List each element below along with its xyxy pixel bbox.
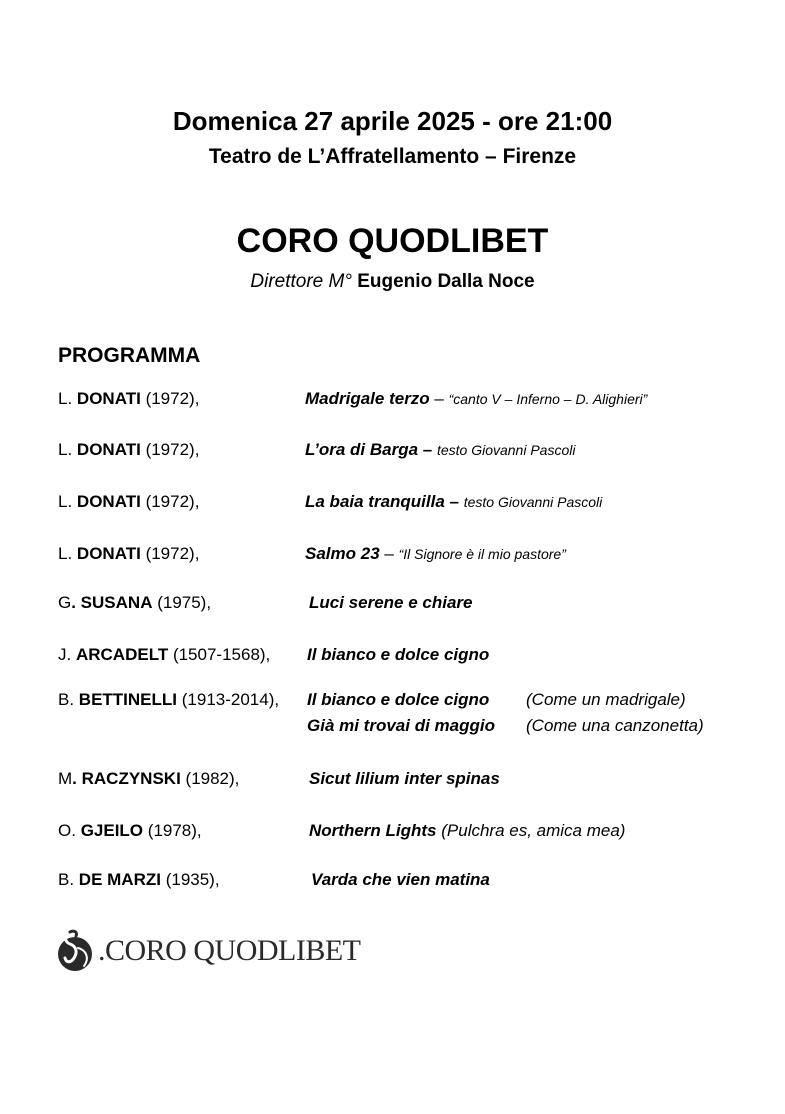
work xyxy=(309,821,625,841)
work xyxy=(305,492,602,512)
work-note: (Come una canzonetta) xyxy=(526,716,704,735)
work-note: testo Giovanni Pascoli xyxy=(463,494,603,510)
composer-initial: G xyxy=(58,593,72,612)
composer-surname: DONATI xyxy=(76,389,141,408)
swan-logo-icon xyxy=(56,928,96,974)
composer-dates: (1978), xyxy=(147,821,202,840)
composer-surname: DONATI xyxy=(76,544,141,563)
composer-surname: ARCADELT xyxy=(75,645,169,664)
composer-dates: (1972), xyxy=(145,544,200,563)
composer-dates: (1935), xyxy=(165,870,220,889)
work-title: La baia tranquilla – xyxy=(305,492,459,511)
composer-initial: L. xyxy=(58,389,73,408)
director-role: Direttore M° xyxy=(250,271,352,292)
work-title: Il bianco e dolce cigno xyxy=(307,645,490,664)
composer xyxy=(58,690,279,710)
logo-text-prefix: .CORO xyxy=(98,934,187,967)
composer-surname: DONATI xyxy=(76,492,141,511)
composer-initial: L. xyxy=(58,440,73,459)
composer xyxy=(58,544,199,564)
composer xyxy=(58,593,211,613)
composer xyxy=(58,389,199,409)
work-title: Luci serene e chiare xyxy=(309,593,473,612)
composer-dates: (1982), xyxy=(185,769,240,788)
composer xyxy=(58,440,199,460)
concert-date: Domenica 27 aprile 2025 - ore 21:00 xyxy=(172,106,613,136)
work-title: Salmo 23 xyxy=(305,544,380,563)
work-note: “canto V – Inferno – D. Alighieri” xyxy=(448,391,648,407)
work-note: (Come un madrigale) xyxy=(526,690,686,709)
work xyxy=(305,389,647,409)
composer-initial: M xyxy=(58,769,73,788)
composer xyxy=(58,870,220,890)
logo-text xyxy=(98,934,361,968)
composer xyxy=(58,821,202,841)
composer-surname: . RACZYNSKI xyxy=(72,769,181,788)
work-note: “Il Signore è il mio pastore” xyxy=(398,546,566,562)
work-title: Madrigale terzo xyxy=(305,389,430,408)
work xyxy=(305,544,566,564)
composer-dates: (1975), xyxy=(157,593,212,612)
composer-initial: B. xyxy=(58,870,75,889)
director-line xyxy=(0,271,785,293)
composer-dates: (1972), xyxy=(145,492,200,511)
composer-initial: O. xyxy=(58,821,76,840)
composer-surname: . SUSANA xyxy=(71,593,153,612)
program-heading: PROGRAMMA xyxy=(58,344,201,367)
composer-surname: GJEILO xyxy=(80,821,144,840)
logo-text-main: QUODLIBET xyxy=(193,934,361,967)
composer-initial: L. xyxy=(58,544,73,563)
composer xyxy=(58,645,270,665)
work-title: Già mi trovai di maggio xyxy=(307,716,495,735)
work-title: Varda che vien matina xyxy=(311,870,490,889)
concert-venue: Teatro de L’Affratellamento – Firenze xyxy=(208,145,577,168)
work-title: Il bianco e dolce cigno xyxy=(307,690,490,709)
composer-dates: (1913-2014), xyxy=(181,690,280,709)
work-title: L’ora di Barga – xyxy=(305,440,433,459)
work-separator: – xyxy=(429,389,449,408)
work xyxy=(307,645,489,665)
choir-name: CORO QUODLIBET xyxy=(236,222,549,260)
work-second xyxy=(307,716,704,736)
choir-logo xyxy=(56,928,361,974)
work-note: (Pulchra es, amica mea) xyxy=(441,821,626,840)
work-separator: – xyxy=(379,544,399,563)
composer-surname: BETTINELLI xyxy=(78,690,178,709)
director-name: Eugenio Dalla Noce xyxy=(357,271,535,292)
composer-initial: J. xyxy=(58,645,72,664)
work xyxy=(307,690,686,710)
work xyxy=(305,440,575,460)
composer xyxy=(58,492,199,512)
work xyxy=(309,769,500,789)
composer xyxy=(58,769,239,789)
work-title: Northern Lights xyxy=(309,821,437,840)
composer-dates: (1507-1568), xyxy=(172,645,271,664)
work-title: Sicut lilium inter spinas xyxy=(309,769,500,788)
work xyxy=(309,593,472,613)
composer-initial: L. xyxy=(58,492,73,511)
composer-surname: DE MARZI xyxy=(78,870,161,889)
work-note: testo Giovanni Pascoli xyxy=(436,442,576,458)
composer-surname: DONATI xyxy=(76,440,141,459)
composer-dates: (1972), xyxy=(145,440,200,459)
composer-dates: (1972), xyxy=(145,389,200,408)
work xyxy=(311,870,490,890)
composer-initial: B. xyxy=(58,690,75,709)
